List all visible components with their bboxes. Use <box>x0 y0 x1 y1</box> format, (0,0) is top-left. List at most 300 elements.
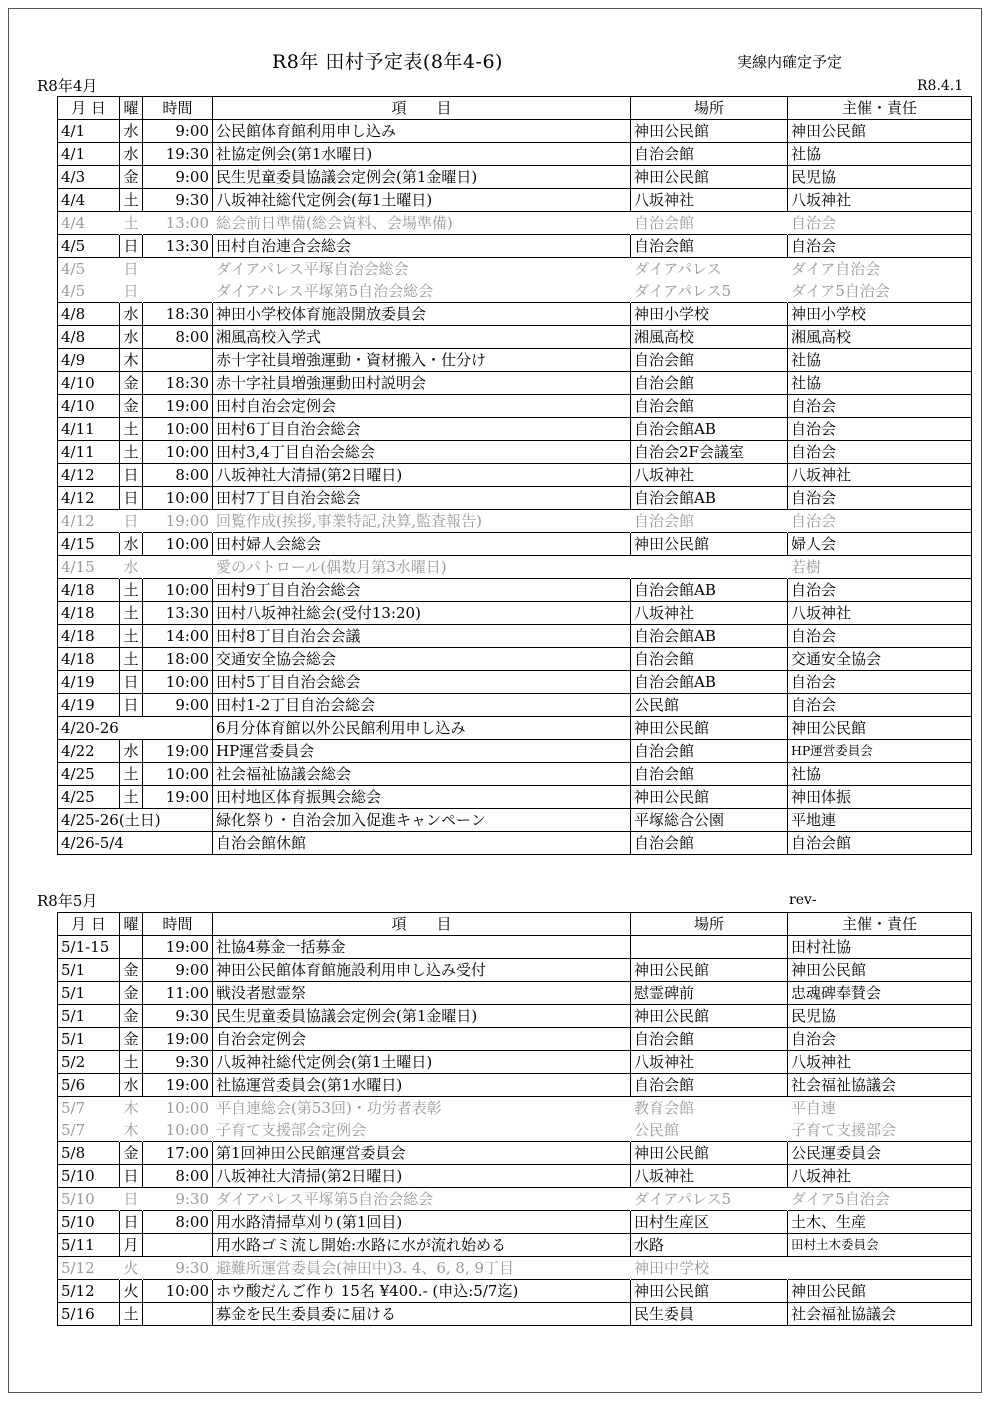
cell-time <box>143 556 213 579</box>
cell-organizer: 八坂神社 <box>788 464 972 487</box>
cell-organizer: 土木、生産 <box>788 1211 972 1234</box>
schedule-row <box>58 487 972 510</box>
cell-organizer: 民児協 <box>788 1005 972 1028</box>
cell-day: 日 <box>120 258 143 281</box>
cell-organizer: 交通安全協会 <box>788 648 972 671</box>
cell-day: 水 <box>120 1074 143 1097</box>
cell-place: 自治会館 <box>631 349 788 372</box>
schedule-row <box>58 349 972 372</box>
cell-item: 用水路ゴミ流し開始:水路に水が流れ始める <box>213 1234 631 1257</box>
cell-date: 4/12 <box>58 487 120 510</box>
cell-organizer: 神田公民館 <box>788 1280 972 1303</box>
cell-day <box>120 936 143 959</box>
cell-item: ダイアパレス平塚自治会総会 <box>213 258 631 281</box>
cell-organizer: 自治会 <box>788 510 972 533</box>
schedule-row <box>58 464 972 487</box>
cell-organizer: 自治会 <box>788 671 972 694</box>
cell-place: 田村生産区 <box>631 1211 788 1234</box>
cell-place: 神田公民館 <box>631 1142 788 1165</box>
cell-day: 日 <box>120 671 143 694</box>
cell-place: 自治会館 <box>631 763 788 786</box>
schedule-row <box>58 1188 972 1211</box>
cell-place: 公民館 <box>631 694 788 717</box>
cell-item: 田村8丁目自治会会議 <box>213 625 631 648</box>
cell-day: 日 <box>120 280 143 303</box>
cell-time: 9:30 <box>143 1188 213 1211</box>
cell-place: 神田公民館 <box>631 959 788 982</box>
schedule-row <box>58 1165 972 1188</box>
cell-day: 日 <box>120 694 143 717</box>
cell-place: 八坂神社 <box>631 1165 788 1188</box>
cell-date: 4/10 <box>58 395 120 418</box>
cell-item: 田村3,4丁目自治会総会 <box>213 441 631 464</box>
schedule-row <box>58 1097 972 1120</box>
cell-date: 4/4 <box>58 189 120 212</box>
schedule-row <box>58 258 972 281</box>
cell-organizer: 八坂神社 <box>788 189 972 212</box>
cell-place: 平塚総合公園 <box>631 809 788 832</box>
cell-day: 日 <box>120 487 143 510</box>
cell-item: 田村9丁目自治会総会 <box>213 579 631 602</box>
schedule-row <box>58 418 972 441</box>
cell-organizer: 神田体振 <box>788 786 972 809</box>
header-date: 月 日 <box>58 97 120 120</box>
schedule-row <box>58 1028 972 1051</box>
header-date: 月 日 <box>58 913 120 936</box>
cell-day: 土 <box>120 1051 143 1074</box>
cell-item: 平自連総会(第53回)・功労者表彰 <box>213 1097 631 1120</box>
cell-day: 日 <box>120 235 143 258</box>
cell-date: 5/2 <box>58 1051 120 1074</box>
cell-date: 5/1 <box>58 959 120 982</box>
cell-place: 自治会館 <box>631 648 788 671</box>
cell-date: 5/12 <box>58 1257 120 1280</box>
cell-day: 火 <box>120 1280 143 1303</box>
cell-organizer: 自治会 <box>788 235 972 258</box>
cell-date: 5/10 <box>58 1165 120 1188</box>
cell-item: 八坂神社大清掃(第2日曜日) <box>213 1165 631 1188</box>
cell-day: 日 <box>120 1165 143 1188</box>
cell-time: 19:00 <box>143 786 213 809</box>
cell-place: 自治会館 <box>631 740 788 763</box>
cell-item: 田村1-2丁目自治会総会 <box>213 694 631 717</box>
cell-place: 慰霊碑前 <box>631 982 788 1005</box>
cell-organizer: 自治会 <box>788 418 972 441</box>
header-day: 曜 <box>120 913 143 936</box>
cell-date: 4/11 <box>58 441 120 464</box>
header-time: 時間 <box>143 97 213 120</box>
schedule-row <box>58 120 972 143</box>
cell-time <box>143 258 213 281</box>
cell-place: 八坂神社 <box>631 1051 788 1074</box>
cell-date: 5/1-15 <box>58 936 120 959</box>
cell-time: 9:30 <box>143 1257 213 1280</box>
cell-organizer: 自治会 <box>788 441 972 464</box>
cell-time <box>143 1303 213 1326</box>
cell-place: 自治会館 <box>631 1028 788 1051</box>
cell-date: 4/22 <box>58 740 120 763</box>
cell-item: 社協運営委員会(第1水曜日) <box>213 1074 631 1097</box>
cell-organizer: 社協 <box>788 143 972 166</box>
header-organizer: 主催・責任 <box>788 913 972 936</box>
cell-date: 4/8 <box>58 326 120 349</box>
schedule-row <box>58 1303 972 1326</box>
may-section-label: R8年5月 <box>37 892 98 910</box>
cell-time <box>143 280 213 303</box>
cell-time: 10:00 <box>143 487 213 510</box>
cell-date: 4/15 <box>58 533 120 556</box>
cell-time: 9:30 <box>143 1005 213 1028</box>
cell-organizer <box>788 1257 972 1280</box>
cell-time: 10:00 <box>143 1097 213 1120</box>
cell-time: 9:30 <box>143 189 213 212</box>
cell-item: 社協定例会(第1水曜日) <box>213 143 631 166</box>
cell-organizer: 社協 <box>788 349 972 372</box>
cell-organizer: HP運営委員会 <box>788 740 972 763</box>
schedule-row <box>58 510 972 533</box>
schedule-row <box>58 1119 972 1142</box>
cell-time: 8:00 <box>143 1165 213 1188</box>
cell-day: 土 <box>120 1303 143 1326</box>
cell-day: 金 <box>120 959 143 982</box>
cell-date: 4/18 <box>58 602 120 625</box>
schedule-row <box>58 671 972 694</box>
cell-place: 自治会館 <box>631 1074 788 1097</box>
cell-date: 4/12 <box>58 464 120 487</box>
cell-organizer: 田村社協 <box>788 936 972 959</box>
cell-time: 10:00 <box>143 1280 213 1303</box>
schedule-row <box>58 303 972 326</box>
april-schedule-table <box>57 96 972 855</box>
header-place: 場所 <box>631 97 788 120</box>
cell-item: 第1回神田公民館運営委員会 <box>213 1142 631 1165</box>
cell-day: 木 <box>120 1097 143 1120</box>
cell-day: 水 <box>120 120 143 143</box>
cell-organizer: 社会福祉協議会 <box>788 1074 972 1097</box>
cell-date: 5/1 <box>58 1028 120 1051</box>
schedule-row <box>58 395 972 418</box>
schedule-row <box>58 166 972 189</box>
cell-place: ダイアパレス5 <box>631 280 788 303</box>
header-day: 曜 <box>120 97 143 120</box>
cell-date: 4/10 <box>58 372 120 395</box>
cell-place: 神田公民館 <box>631 786 788 809</box>
schedule-row <box>58 694 972 717</box>
cell-time: 9:00 <box>143 959 213 982</box>
header-organizer: 主催・責任 <box>788 97 972 120</box>
cell-day: 土 <box>120 625 143 648</box>
cell-organizer: 神田公民館 <box>788 120 972 143</box>
cell-organizer: 自治会 <box>788 1028 972 1051</box>
cell-item: 避難所運営委員会(神田中)3. 4、6, 8, 9丁目 <box>213 1257 631 1280</box>
cell-place: ダイアパレス5 <box>631 1188 788 1211</box>
cell-day: 水 <box>120 303 143 326</box>
cell-place: 自治会2F会議室 <box>631 441 788 464</box>
cell-day: 木 <box>120 349 143 372</box>
cell-organizer: 婦人会 <box>788 533 972 556</box>
cell-day: 土 <box>120 602 143 625</box>
cell-place: ダイアパレス <box>631 258 788 281</box>
cell-item: ホウ酸だんご作り 15名 ¥400.- (申込:5/7迄) <box>213 1280 631 1303</box>
cell-organizer: 八坂神社 <box>788 1051 972 1074</box>
cell-date: 5/8 <box>58 1142 120 1165</box>
cell-organizer: 自治会 <box>788 579 972 602</box>
cell-date: 5/10 <box>58 1211 120 1234</box>
schedule-row <box>58 809 972 832</box>
cell-item: 湘風高校入学式 <box>213 326 631 349</box>
schedule-row <box>58 533 972 556</box>
cell-day: 月 <box>120 1234 143 1257</box>
schedule-row <box>58 1257 972 1280</box>
cell-item: 神田公民館体育館施設利用申し込み受付 <box>213 959 631 982</box>
cell-place: 公民館 <box>631 1119 788 1142</box>
cell-organizer: 八坂神社 <box>788 602 972 625</box>
cell-place: 民生委員 <box>631 1303 788 1326</box>
cell-date: 4/18 <box>58 625 120 648</box>
cell-organizer: 平自連 <box>788 1097 972 1120</box>
cell-date: 4/3 <box>58 166 120 189</box>
cell-item: 用水路清掃草刈り(第1回目) <box>213 1211 631 1234</box>
cell-item: 田村5丁目自治会総会 <box>213 671 631 694</box>
cell-date: 4/12 <box>58 510 120 533</box>
cell-place: 神田中学校 <box>631 1257 788 1280</box>
header-time: 時間 <box>143 913 213 936</box>
schedule-row <box>58 625 972 648</box>
schedule-row <box>58 1074 972 1097</box>
cell-day: 金 <box>120 982 143 1005</box>
cell-organizer: ダイア5自治会 <box>788 1188 972 1211</box>
cell-item: ダイアパレス平塚第5自治会総会 <box>213 280 631 303</box>
cell-time <box>143 349 213 372</box>
cell-date: 4/5 <box>58 235 120 258</box>
cell-place: 神田公民館 <box>631 166 788 189</box>
cell-item: 田村婦人会総会 <box>213 533 631 556</box>
cell-time: 9:00 <box>143 166 213 189</box>
cell-day: 火 <box>120 1257 143 1280</box>
schedule-row <box>58 959 972 982</box>
cell-date: 5/16 <box>58 1303 120 1326</box>
cell-day: 水 <box>120 326 143 349</box>
schedule-row <box>58 143 972 166</box>
cell-time: 8:00 <box>143 1211 213 1234</box>
cell-organizer: 若樹 <box>788 556 972 579</box>
may-schedule-table <box>57 912 972 1326</box>
cell-organizer: 民児協 <box>788 166 972 189</box>
cell-time: 8:00 <box>143 326 213 349</box>
cell-time: 13:30 <box>143 235 213 258</box>
cell-date: 5/1 <box>58 1005 120 1028</box>
document-title: R8年 田村予定表(8年4-6) <box>272 51 503 73</box>
schedule-row <box>58 235 972 258</box>
cell-place: 神田公民館 <box>631 717 788 740</box>
cell-date: 5/1 <box>58 982 120 1005</box>
cell-date: 4/26-5/4 <box>58 832 213 855</box>
schedule-row <box>58 786 972 809</box>
schedule-row <box>58 212 972 235</box>
cell-item: 戦没者慰霊祭 <box>213 982 631 1005</box>
cell-time: 9:00 <box>143 120 213 143</box>
cell-item: 田村八坂神社総会(受付13:20) <box>213 602 631 625</box>
cell-organizer: 自治会 <box>788 212 972 235</box>
cell-item: 赤十字社員増強運動田村説明会 <box>213 372 631 395</box>
cell-date: 4/8 <box>58 303 120 326</box>
cell-organizer: 子育て支援部会 <box>788 1119 972 1142</box>
cell-organizer: 社協 <box>788 763 972 786</box>
cell-item: 八坂神社大清掃(第2日曜日) <box>213 464 631 487</box>
cell-organizer: 自治会 <box>788 487 972 510</box>
cell-time: 18:00 <box>143 648 213 671</box>
cell-item: 自治会定例会 <box>213 1028 631 1051</box>
schedule-row <box>58 740 972 763</box>
cell-time: 10:00 <box>143 441 213 464</box>
schedule-row <box>58 1211 972 1234</box>
schedule-row <box>58 1280 972 1303</box>
schedule-row <box>58 372 972 395</box>
cell-item: ダイアパレス平塚第5自治会総会 <box>213 1188 631 1211</box>
cell-date: 5/7 <box>58 1119 120 1142</box>
cell-day: 金 <box>120 1005 143 1028</box>
table-header-row <box>58 913 972 936</box>
cell-item: HP運営委員会 <box>213 740 631 763</box>
cell-item: 神田小学校体育施設開放委員会 <box>213 303 631 326</box>
schedule-row <box>58 556 972 579</box>
cell-time: 10:00 <box>143 579 213 602</box>
may-revision: rev- <box>789 892 817 908</box>
header-item: 項 目 <box>213 913 631 936</box>
cell-item: 社会福祉協議会総会 <box>213 763 631 786</box>
cell-date: 4/11 <box>58 418 120 441</box>
schedule-row <box>58 1234 972 1257</box>
schedule-row <box>58 648 972 671</box>
cell-organizer: ダイア自治会 <box>788 258 972 281</box>
april-section-label: R8年4月 <box>37 77 98 95</box>
cell-organizer: 自治会 <box>788 395 972 418</box>
cell-organizer: 自治会館 <box>788 832 972 855</box>
cell-date: 4/9 <box>58 349 120 372</box>
cell-day: 土 <box>120 579 143 602</box>
cell-time: 19:00 <box>143 510 213 533</box>
cell-item: 八坂神社総代定例会(第1土曜日) <box>213 1051 631 1074</box>
cell-organizer: 田村土木委員会 <box>788 1234 972 1257</box>
cell-time: 19:00 <box>143 740 213 763</box>
cell-time: 9:00 <box>143 694 213 717</box>
cell-place <box>631 936 788 959</box>
cell-day: 水 <box>120 143 143 166</box>
schedule-row <box>58 326 972 349</box>
schedule-row <box>58 763 972 786</box>
cell-item: 総会前日準備(総会資料、会場準備) <box>213 212 631 235</box>
cell-place: 神田公民館 <box>631 1280 788 1303</box>
cell-day: 日 <box>120 464 143 487</box>
cell-time: 18:30 <box>143 372 213 395</box>
schedule-row <box>58 189 972 212</box>
cell-organizer: 神田公民館 <box>788 717 972 740</box>
cell-day: 土 <box>120 189 143 212</box>
cell-place: 教育会館 <box>631 1097 788 1120</box>
cell-time: 14:00 <box>143 625 213 648</box>
cell-day: 土 <box>120 786 143 809</box>
schedule-row <box>58 602 972 625</box>
cell-organizer: ダイア5自治会 <box>788 280 972 303</box>
cell-day: 木 <box>120 1119 143 1142</box>
cell-item: 緑化祭り・自治会加入促進キャンペーン <box>213 809 631 832</box>
cell-date: 4/25-26(土日) <box>58 809 213 832</box>
cell-place: 自治会館 <box>631 372 788 395</box>
cell-time: 9:30 <box>143 1051 213 1074</box>
cell-date: 4/18 <box>58 579 120 602</box>
cell-date: 4/1 <box>58 120 120 143</box>
cell-day: 水 <box>120 740 143 763</box>
cell-organizer: 公民運委員会 <box>788 1142 972 1165</box>
cell-place: 自治会館 <box>631 510 788 533</box>
cell-date: 4/15 <box>58 556 120 579</box>
cell-item: 田村6丁目自治会総会 <box>213 418 631 441</box>
cell-organizer: 平地連 <box>788 809 972 832</box>
cell-date: 4/25 <box>58 763 120 786</box>
confirmed-note: 実線内確定予定 <box>737 53 843 71</box>
cell-place: 神田小学校 <box>631 303 788 326</box>
cell-place: 神田公民館 <box>631 533 788 556</box>
cell-time: 18:30 <box>143 303 213 326</box>
cell-day: 土 <box>120 441 143 464</box>
cell-date: 4/5 <box>58 258 120 281</box>
cell-time: 19:00 <box>143 395 213 418</box>
cell-time: 13:00 <box>143 212 213 235</box>
cell-place: 自治会館AB <box>631 418 788 441</box>
cell-time: 8:00 <box>143 464 213 487</box>
cell-place <box>631 556 788 579</box>
cell-organizer: 社協 <box>788 372 972 395</box>
cell-time: 10:00 <box>143 533 213 556</box>
cell-item: 公民館体育館利用申し込み <box>213 120 631 143</box>
header-item: 項 目 <box>213 97 631 120</box>
cell-organizer: 湘風高校 <box>788 326 972 349</box>
cell-date: 4/5 <box>58 280 120 303</box>
cell-place: 神田公民館 <box>631 1005 788 1028</box>
cell-time: 10:00 <box>143 1119 213 1142</box>
cell-day: 金 <box>120 395 143 418</box>
cell-place: 八坂神社 <box>631 602 788 625</box>
cell-day: 水 <box>120 556 143 579</box>
header-place: 場所 <box>631 913 788 936</box>
cell-time: 19:00 <box>143 936 213 959</box>
cell-date: 4/20-26 <box>58 717 213 740</box>
cell-date: 4/19 <box>58 694 120 717</box>
cell-organizer: 自治会 <box>788 694 972 717</box>
cell-time: 13:30 <box>143 602 213 625</box>
cell-day: 土 <box>120 212 143 235</box>
cell-date: 4/25 <box>58 786 120 809</box>
cell-item: 田村自治会定例会 <box>213 395 631 418</box>
schedule-row <box>58 717 972 740</box>
cell-place: 八坂神社 <box>631 464 788 487</box>
april-revision: R8.4.1 <box>917 78 964 94</box>
cell-organizer: 社会福祉協議会 <box>788 1303 972 1326</box>
cell-day: 日 <box>120 1211 143 1234</box>
cell-item: 田村7丁目自治会総会 <box>213 487 631 510</box>
schedule-row <box>58 441 972 464</box>
schedule-row <box>58 1051 972 1074</box>
cell-day: 金 <box>120 372 143 395</box>
cell-place: 神田公民館 <box>631 120 788 143</box>
cell-date: 4/18 <box>58 648 120 671</box>
cell-place: 自治会館 <box>631 143 788 166</box>
cell-day: 日 <box>120 510 143 533</box>
cell-item: 自治会館休館 <box>213 832 631 855</box>
cell-item: 6月分体育館以外公民館利用申し込み <box>213 717 631 740</box>
cell-date: 4/19 <box>58 671 120 694</box>
cell-organizer: 忠魂碑奉賛会 <box>788 982 972 1005</box>
